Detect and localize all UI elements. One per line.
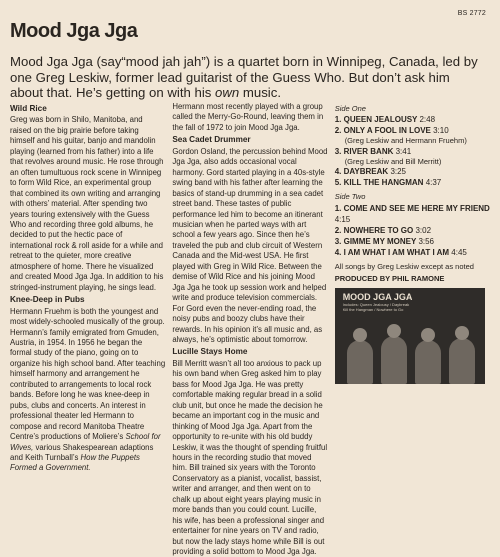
track-number: 4. — [334, 247, 342, 257]
track-item — [335, 203, 492, 225]
track-item — [335, 166, 492, 177]
title-puppets: How the Puppets Formed a Government. — [10, 452, 140, 473]
cover-figure-1 — [347, 340, 373, 384]
track-time: 4:45 — [451, 247, 467, 257]
track-number: 5. — [334, 178, 342, 188]
track-item — [335, 225, 492, 236]
wild-rice-body: Greg was born in Shilo, Manitoba, and raised on the big prairie before taking himself and his guitar, banjo and mandolin playing (learned from his father) into a life that revolves around music. He rose through an often tumultuous rock scene in Winnipeg to form Wild Rice, an experimental group that combined its own writing and arranging with others’ material. After spending two years touring extensively with the Guess Who and recording three gold albums, he decided to put the hectic pace of international rock & roll aside for a while and retreat to the quieter, more creative atmosphere of home. There he visualized and created Mood Jga Jga. In addition to his stringed-instrument playing, he sings lead. — [10, 115, 164, 292]
sea-cadet-body: Gordon Osland, the percussion behind Mood Jga Jga, also adds occasional vocal harmony. Gord started playing in a 40s-style swing band with his father after learning the basics of stand-up drumming in a sea cadet street band. These tastes of public performance led him to become an itinerant musician when he parted ways with art school a few years ago. Since then he’s traveled the pub and club circuit of Western Canada and the Mid-west USA. He first played with Greg in Wild Rice. Between the demise of Wild Rice and his joining Mood Jga Jga he took up session work and helped write and produce television commercials. For Gord even the never-ending road, the noisy pubs and boozy clubs have their rewards. In his opinion it’s all music and, as always, he’s optimistic about tomorrow. — [172, 146, 328, 344]
track-title: GIMME MY MONEY — [343, 236, 417, 246]
songwriting-note: All songs by Greg Leskiw except as noted — [334, 261, 474, 271]
cover-subtitle-1: Includes: Queen Jealousy / Daybreak — [342, 302, 410, 308]
heading-knee-deep: Knee-Deep in Pubs — [10, 295, 85, 305]
track-number: 3. — [334, 146, 342, 156]
side-one-tracklist — [335, 114, 492, 188]
cover-figure-2 — [381, 336, 407, 384]
album-cover-thumbnail — [335, 288, 485, 384]
track-item — [335, 177, 492, 188]
track-item — [335, 236, 492, 247]
track-title: I AM WHAT I AM WHAT I AM — [343, 247, 450, 257]
intro-emphasis: own — [215, 85, 240, 100]
track-time: 3:56 — [418, 236, 435, 246]
catalog-number: BS 2772 — [457, 10, 486, 17]
lucille-body: Bill Merritt wasn’t all too anxious to pack up his own band when Greg asked him to play bass for Mood Jga Jga. He was pretty comfortable making regular bread in a solid club unit, but once he made the decision he became an important cog in the music and thinking of Mood Jga Jga. Apart from the opportunity to re-unite with his old buddy Leskiw, it was the thought of spending fruitful hours in the recording studio that moved him. Bill trained six years with the Toronto Conservatory as a pianist, vocalist, bassist, writer and arranger, and then went on to chalk up about eight years playing music in more bands than you could count. Lucille, his wife, has been a professional singer and entertainer for nine years on TV and radio, but now the lady stays home while Bill is out providing a solid bottom to Mood Jga Jga. — [172, 358, 328, 557]
track-time: 4:15 — [334, 214, 351, 224]
cover-title: MOOD JGA JGA — [342, 291, 413, 302]
column-left — [10, 102, 165, 497]
knee-deep-text-mid: various Shakespearean adaptions and Keith Turnball’s — [10, 442, 154, 462]
track-item — [335, 247, 492, 258]
heading-sea-cadet: Sea Cadet Drummer — [172, 135, 251, 145]
knee-deep-body-end: Hermann most recently played with a group called the Merry-Go-Round, leaving them in the fall of 1972 to join Mood Jga Jga. — [172, 102, 324, 132]
producer-credit: PRODUCED BY PHIL RAMONE — [334, 274, 445, 284]
liner-notes-columns — [10, 102, 492, 557]
track-time: 4:37 — [425, 178, 442, 188]
album-title: Mood Jga Jga — [10, 20, 138, 42]
cover-figure-4 — [449, 338, 475, 384]
track-number: 2. — [334, 126, 342, 136]
column-right — [335, 102, 492, 497]
track-credit: (Greg Leskiw and Hermann Fruehm) — [344, 136, 467, 146]
track-title: DAYBREAK — [343, 167, 389, 177]
track-item — [335, 114, 492, 125]
track-number: 4. — [334, 167, 342, 177]
track-title: NOWHERE TO GO — [343, 225, 414, 235]
track-item — [335, 125, 492, 136]
side-two-tracklist — [335, 203, 492, 258]
track-number: 1. — [334, 203, 342, 213]
track-credit: (Greg Leskiw and Bill Merritt) — [344, 156, 442, 166]
intro-text-end: music. — [239, 85, 281, 100]
intro-paragraph — [10, 54, 480, 101]
side-one-label: Side One — [334, 104, 366, 113]
knee-deep-body-start — [10, 307, 165, 474]
knee-deep-text: Hermann Fruehm is both the youngest and most widely-schooled musically of the group. Hermann’s family emigrated from Gmuden, Austria, in 1954. In 1956 he began the formal study of the piano, going on to organize his high school band. After teaching himself harmony and arrangement he contributed to arrangements to local rock bands. Before long he was knee-deep in pubs, clubs and concerts. An interest in professional theater led Hermann to compose and record Manitoba Theatre Centre’s productions of Moliere’s — [10, 306, 166, 442]
track-item — [335, 146, 492, 157]
track-time: 3:25 — [390, 167, 407, 177]
cover-figure-3 — [415, 340, 441, 384]
cover-subtitle-2: Kill the Hangman / Nowhere to Go — [342, 307, 404, 313]
track-title: KILL THE HANGMAN — [343, 178, 424, 188]
track-time: 3:10 — [433, 126, 449, 136]
track-time: 3:02 — [415, 225, 432, 235]
column-middle — [172, 102, 328, 557]
track-title: ONLY A FOOL IN LOVE — [343, 126, 431, 136]
track-title: RIVER BANK — [343, 146, 394, 156]
track-title: QUEEN JEALOUSY — [343, 115, 418, 125]
track-title: COME AND SEE ME HERE MY FRIEND — [343, 203, 490, 213]
side-two-label: Side Two — [334, 192, 366, 202]
intro-text: Mood Jga Jga (say“mood jah jah”) is a quartet born in Winnipeg, Canada, led by one Greg Leskiw, former lead guitarist of the Guess Who. But don’t ask him about that. He’s getting on with his — [10, 54, 478, 100]
track-number: 2. — [334, 225, 342, 235]
track-number: 3. — [334, 236, 342, 246]
heading-lucille: Lucille Stays Home — [172, 347, 248, 357]
heading-wild-rice: Wild Rice — [10, 104, 47, 113]
title-school-for-wives: School for Wives, — [10, 432, 161, 452]
track-number: 1. — [334, 115, 342, 125]
track-time: 2:48 — [419, 115, 436, 125]
track-time: 3:41 — [395, 146, 412, 156]
